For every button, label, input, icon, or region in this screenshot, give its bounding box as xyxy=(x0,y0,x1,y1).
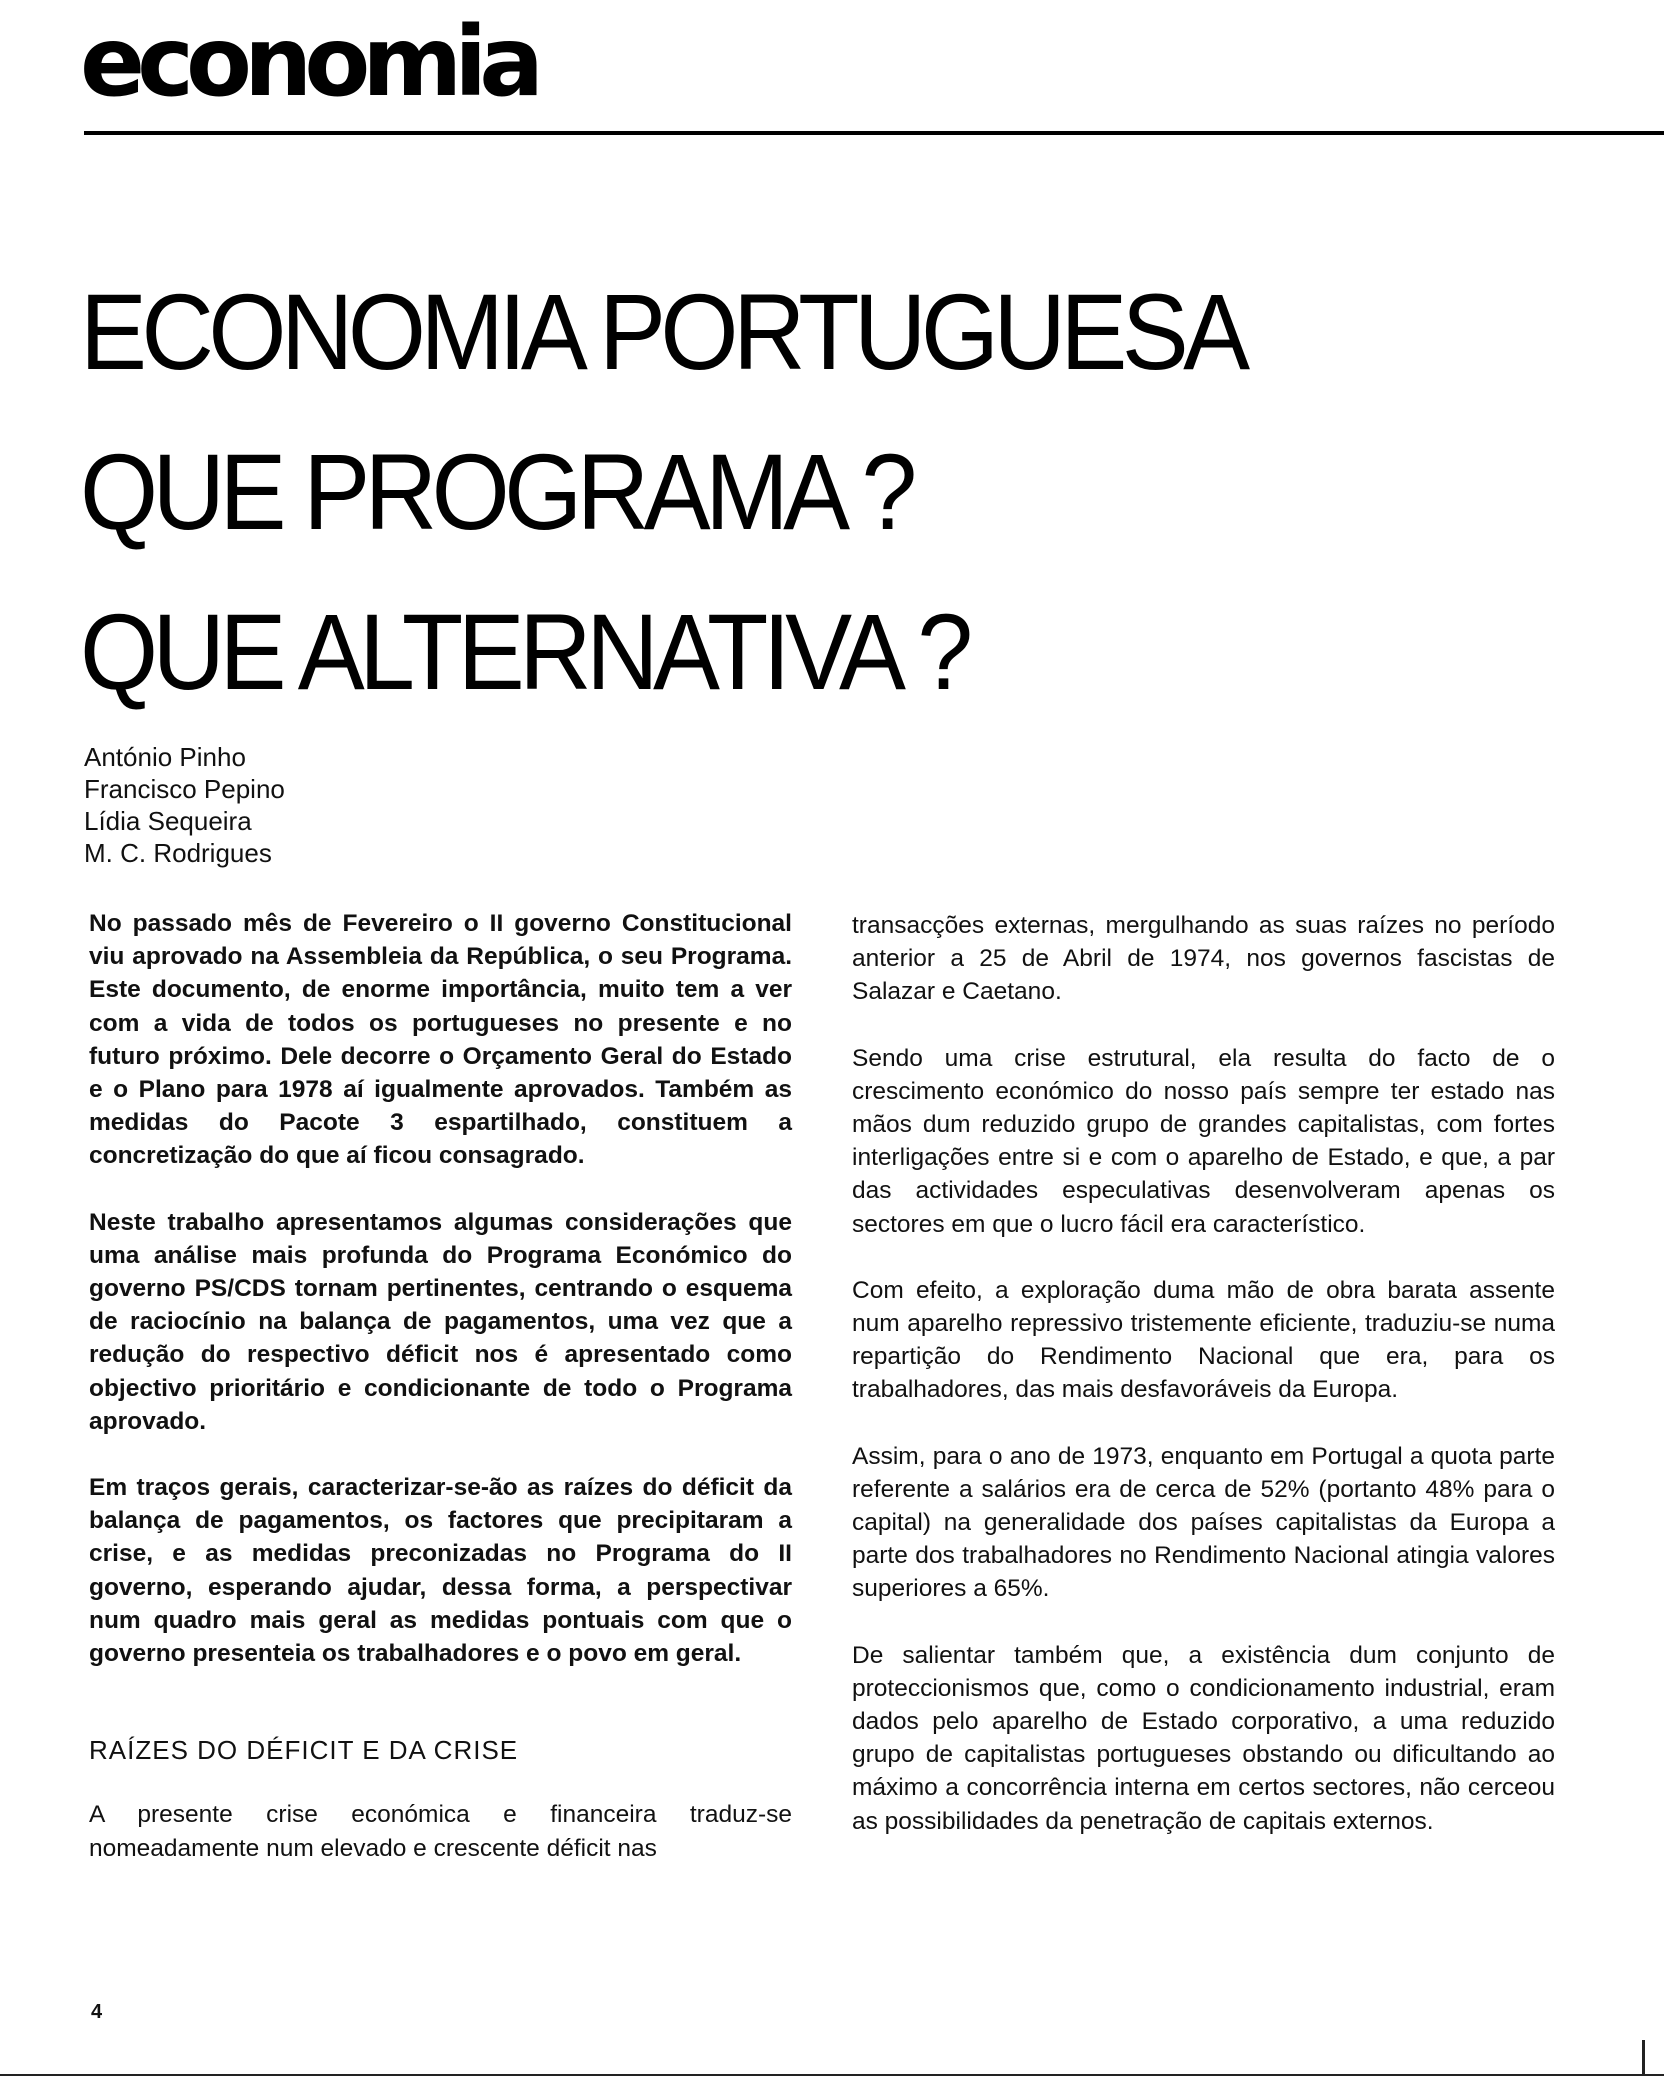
section-label: economia xyxy=(80,6,536,118)
author-name: António Pinho xyxy=(84,742,246,772)
author-name: Francisco Pepino xyxy=(84,774,285,804)
article-headline xyxy=(80,252,1289,732)
headline-line-3: QUE ALTERNATIVA ? xyxy=(80,591,968,712)
body-paragraph: A presente crise económica e financeira traduz-se nomeadamente num elevado e crescente déficit nas xyxy=(89,1801,792,1862)
intro-paragraph-1: No passado mês de Fevereiro o II governo Constitucional viu aprovado na Assembleia da República, o seu Programa. Este documento, de enorme importância, muito tem a ver com a vida de todos os portugueses no presente e no futuro próximo. Dele decorre o Orçamento Geral do Estado e o Plano para 1978 aí igualmente aprovados. Também as medidas do Pacote 3 espartilhado, constituem a concretização do que aí ficou consagrado. xyxy=(89,910,792,1170)
bottom-rule xyxy=(0,2074,1664,2076)
headline-line-1: ECONOMIA PORTUGUESA xyxy=(80,271,1245,392)
author-name: M. C. Rodrigues xyxy=(84,838,272,868)
section-subheading: RAÍZES DO DÉFICIT E DA CRISE xyxy=(89,1735,519,1766)
intro-paragraph-2: Neste trabalho apresentamos algumas considerações que uma análise mais profunda do Programa Económico do governo PS/CDS tornam pertinentes, centrando o esquema de raciocínio na balança de pagamentos, uma vez que a redução do respectivo déficit nos é apresentado como objectivo prioritário e condicionante de todo o Programa aprovado. xyxy=(89,1208,792,1435)
author-list xyxy=(84,741,285,869)
body-paragraph: De salientar também que, a existência dum conjunto de proteccionismos que, como o condicionamento industrial, eram dados pelo aparelho de Estado corporativo, a uma reduzido grupo de capitalistas portugueses obstando ou dificultando ao máximo a concorrência interna em certos sectores, não cerceou as possibilidades da penetração de capitais externos. xyxy=(852,1641,1555,1835)
top-rule xyxy=(84,131,1664,135)
body-paragraph: transacções externas, mergulhando as suas raízes no período anterior a 25 de Abril de 1974, nos governos fascistas de Salazar e Caetano. xyxy=(852,912,1555,1006)
body-paragraph: Com efeito, a exploração duma mão de obra barata assente num aparelho repressivo tristemente eficiente, traduziu-se numa repartição do Rendimento Nacional que era, para os trabalhadores, das mais desfavoráveis da Europa. xyxy=(852,1276,1555,1404)
intro-paragraph-3: Em traços gerais, caracterizar-se-ão as raízes do déficit da balança de pagamentos, os factores que precipitaram a crise, e as medidas preconizadas no Programa do II governo, esperando ajudar, dessa forma, a perspectivar num quadro mais geral as medidas pontuais com que o governo presenteia os trabalhadores e o povo em geral. xyxy=(89,1474,792,1668)
body-paragraph: Assim, para o ano de 1973, enquanto em Portugal a quota parte referente a salários era de cerca de 52% (portanto 48% para o capital) na generalidade dos países capitalistas da Europa a parte dos trabalhadores no Rendimento Nacional atingia valores superiores a 65%. xyxy=(852,1442,1555,1603)
author-name: Lídia Sequeira xyxy=(84,806,252,836)
headline-line-2: QUE PROGRAMA ? xyxy=(80,431,912,552)
body-paragraph: Sendo uma crise estrutural, ela resulta do facto de o crescimento económico do nosso país sempre ter estado nas mãos dum reduzido grupo de grandes capitalistas, com fortes interligações entre si e com o aparelho de Estado, e que, a par das actividades especulativas desenvolveram apenas os sectores em que o lucro fácil era característico. xyxy=(852,1044,1555,1238)
page-number: 4 xyxy=(91,2001,103,2023)
left-column xyxy=(89,907,792,1898)
corner-mark xyxy=(1642,2040,1645,2074)
right-column xyxy=(852,909,1555,1871)
